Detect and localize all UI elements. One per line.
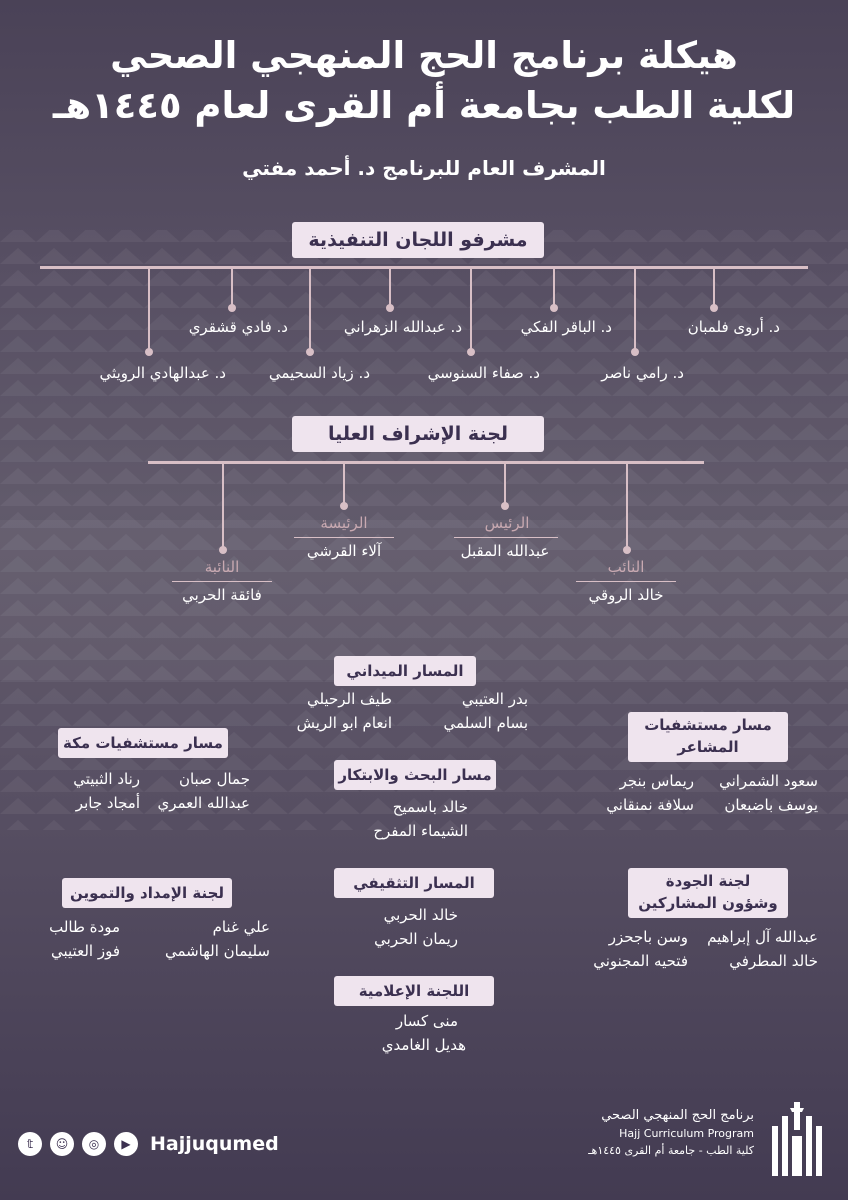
role-label: النائب bbox=[607, 558, 645, 576]
track-member: سعود الشمراني bbox=[719, 772, 818, 790]
connector-dot bbox=[340, 502, 348, 510]
track-member: وسن باجحزر bbox=[608, 928, 688, 946]
divider bbox=[294, 537, 394, 538]
title-line-2: لكلية الطب بجامعة أم القرى لعام ١٤٤٥هـ bbox=[52, 84, 796, 127]
connector-dot bbox=[306, 348, 314, 356]
program-name-en: Hajj Curriculum Program bbox=[619, 1127, 754, 1140]
label-line: لجنة الجودة bbox=[665, 872, 751, 890]
track-member: بدر العتيبي bbox=[461, 690, 528, 708]
connector-dot bbox=[228, 304, 236, 312]
divider bbox=[172, 581, 272, 582]
label-line: المشاعر bbox=[677, 738, 739, 756]
label-line: وشؤون المشاركين bbox=[638, 894, 778, 912]
exec-member: د. فادي قشقري bbox=[188, 318, 288, 336]
track-member: جمال صبان bbox=[178, 770, 250, 788]
instagram-icon[interactable]: ◎ bbox=[82, 1132, 106, 1156]
exec-member: د. عبدالهادي الرويثي bbox=[99, 364, 226, 382]
exec-member: د. الباقر الفكي bbox=[520, 318, 612, 336]
track-member: فوز العتيبي bbox=[51, 942, 120, 960]
connector bbox=[553, 268, 555, 308]
track-member: عبدالله العمري bbox=[157, 794, 250, 812]
research-track-label: مسار البحث والابتكار bbox=[334, 760, 496, 790]
track-member: فتحيه المجنوني bbox=[593, 952, 688, 970]
connector bbox=[389, 268, 391, 308]
track-member: عبدالله آل إبراهيم bbox=[707, 928, 818, 946]
role-label: الرئيسة bbox=[320, 514, 368, 532]
track-member: انعام ابو الريش bbox=[296, 714, 392, 732]
connector-dot bbox=[550, 304, 558, 312]
cultural-track-label: المسار التثقيفي bbox=[334, 868, 494, 898]
divider bbox=[576, 581, 676, 582]
track-member: سلافة نمنقاني bbox=[606, 796, 694, 814]
connector-dot bbox=[710, 304, 718, 312]
connector bbox=[470, 268, 472, 352]
track-member: خالد الحربي bbox=[383, 906, 458, 924]
exec-member: د. رامي ناصر bbox=[601, 364, 684, 382]
exec-member: د. أروى فلمبان bbox=[687, 318, 780, 336]
supreme-connector bbox=[148, 461, 704, 464]
media-committee-label: اللجنة الإعلامية bbox=[334, 976, 494, 1006]
makkah-hospitals-label: مسار مستشفيات مكة bbox=[58, 728, 228, 758]
supreme-member: خالد الروقي bbox=[588, 586, 664, 604]
connector-dot bbox=[623, 546, 631, 554]
supply-committee-label: لجنة الإمداد والتموين bbox=[62, 878, 232, 908]
connector bbox=[231, 268, 233, 308]
label-line: مسار مستشفيات bbox=[644, 716, 772, 734]
track-member: سليمان الهاشمي bbox=[164, 942, 270, 960]
connector-dot bbox=[467, 348, 475, 356]
social-handle[interactable]: Hajjuqumed bbox=[150, 1133, 279, 1155]
track-member: أمجاد جابر bbox=[75, 794, 140, 812]
track-member: مودة طالب bbox=[49, 918, 120, 936]
track-member: علي غنام bbox=[212, 918, 270, 936]
track-member: خالد المطرفي bbox=[729, 952, 818, 970]
role-label: الرئيس bbox=[484, 514, 530, 532]
quality-committee-label bbox=[628, 868, 788, 918]
track-member: ريماس بنجر bbox=[619, 772, 694, 790]
supreme-member: فائقة الحربي bbox=[182, 586, 262, 604]
divider bbox=[454, 537, 558, 538]
connector bbox=[626, 463, 628, 549]
field-track-label: المسار الميداني bbox=[334, 656, 476, 686]
connector bbox=[343, 463, 345, 505]
executive-connector bbox=[40, 266, 808, 269]
program-name-ar: برنامج الحج المنهجي الصحي bbox=[601, 1108, 754, 1123]
connector-dot bbox=[501, 502, 509, 510]
twitter-icon[interactable]: 𝕥 bbox=[18, 1132, 42, 1156]
general-supervisor: المشرف العام للبرنامج د. أحمد مفتي bbox=[242, 156, 606, 180]
exec-member: د. عبدالله الزهراني bbox=[343, 318, 462, 336]
connector bbox=[222, 463, 224, 549]
connector-dot bbox=[145, 348, 153, 356]
track-member: ريمان الحربي bbox=[374, 930, 458, 948]
connector bbox=[148, 268, 150, 352]
exec-member: د. صفاء السنوسي bbox=[427, 364, 540, 382]
program-logo-icon bbox=[770, 1096, 824, 1182]
connector-dot bbox=[219, 546, 227, 554]
connector bbox=[309, 268, 311, 352]
track-member: يوسف باضبعان bbox=[724, 796, 818, 814]
connector bbox=[634, 268, 636, 352]
connector-dot bbox=[386, 304, 394, 312]
college-info: كلية الطب - جامعة أم القرى ١٤٤٥هـ bbox=[588, 1144, 754, 1157]
track-member: بسام السلمي bbox=[443, 714, 528, 732]
connector-dot bbox=[631, 348, 639, 356]
connector bbox=[504, 463, 506, 505]
title-line-1: هيكلة برنامج الحج المنهجي الصحي bbox=[110, 34, 738, 77]
connector bbox=[713, 268, 715, 308]
footer-program-info bbox=[514, 1108, 754, 1157]
youtube-icon[interactable]: ▶ bbox=[114, 1132, 138, 1156]
track-member: رناد الثبيتي bbox=[73, 770, 140, 788]
exec-member: د. زياد السحيمي bbox=[268, 364, 370, 382]
supreme-committee-label: لجنة الإشراف العليا bbox=[292, 416, 544, 452]
track-member: خالد باسميح bbox=[392, 798, 468, 816]
supreme-member: عبدالله المقبل bbox=[460, 542, 550, 560]
executive-committees-label: مشرفو اللجان التنفيذية bbox=[292, 222, 544, 258]
mashaer-hospitals-label bbox=[628, 712, 788, 762]
social-bar bbox=[18, 1130, 279, 1158]
track-member: طيف الرحيلي bbox=[306, 690, 392, 708]
track-member: الشيماء المفرح bbox=[373, 822, 468, 840]
snapchat-icon[interactable]: ☺ bbox=[50, 1132, 74, 1156]
supreme-member: آلاء القرشي bbox=[306, 542, 382, 560]
role-label: النائبة bbox=[204, 558, 240, 576]
track-member: هديل الغامدي bbox=[381, 1036, 466, 1054]
track-member: منى كسار bbox=[395, 1012, 458, 1030]
